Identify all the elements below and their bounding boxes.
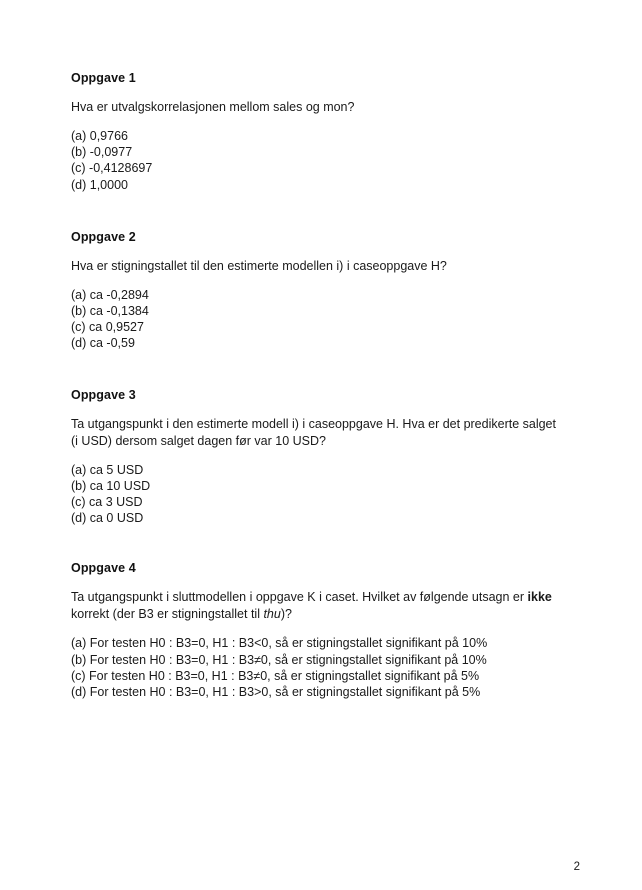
option-item[interactable]: (a) For testen H0 : B3=0, H1 : B3<0, så er stigningstallet signifikant på 10% (71, 636, 488, 651)
option-item[interactable]: (b) ca -0,1384 (71, 304, 149, 319)
option-item[interactable]: (b) For testen H0 : B3=0, H1 : B3≠0, så er stigningstallet signifikant på 10% (71, 652, 487, 667)
option-item[interactable]: (b) -0,0977 (71, 145, 133, 160)
page-number: 2 (573, 861, 580, 873)
question-emphasis-bold: ikke (527, 590, 552, 605)
task-heading-4: Oppgave 4 (71, 561, 136, 576)
task-options-2 (71, 287, 561, 352)
document-content (71, 70, 561, 700)
question-text-segment: Hva er utvalgskorrelasjonen mellom sales og mon? (71, 100, 355, 114)
task-question-4 (71, 589, 561, 623)
task-options-4 (71, 635, 561, 700)
option-item[interactable]: (d) 1,0000 (71, 177, 128, 192)
task-question-1 (71, 99, 561, 116)
question-text-segment: Hva er stigningstallet til den estimerte modellen i) i caseoppgave H? (71, 258, 447, 273)
option-item[interactable]: (c) ca 0,9527 (71, 320, 144, 335)
option-item[interactable]: (c) For testen H0 : B3=0, H1 : B3≠0, så er stigningstallet signifikant på 5% (71, 668, 480, 683)
option-item[interactable]: (a) 0,9766 (71, 129, 128, 143)
task-heading-3: Oppgave 3 (71, 387, 136, 402)
option-item[interactable]: (d) ca 0 USD (71, 511, 144, 526)
option-item[interactable]: (c) -0,4128697 (71, 161, 153, 176)
task-question-2 (71, 258, 561, 275)
option-item[interactable]: (c) ca 3 USD (71, 495, 143, 510)
option-item[interactable]: (a) ca -0,2894 (71, 287, 149, 302)
task-section-3 (71, 387, 561, 527)
option-item[interactable]: (a) ca 5 USD (71, 462, 144, 477)
question-text-segment: Ta utgangspunkt i sluttmodellen i oppgave K i caset. Hvilket av følgende utsagn er (71, 590, 528, 605)
task-options-1 (71, 128, 561, 193)
option-item[interactable]: (d) ca -0,59 (71, 336, 135, 351)
task-section-2 (71, 229, 561, 352)
task-section-1 (71, 70, 561, 193)
question-emphasis-italic: thu (263, 607, 281, 622)
task-heading-2: Oppgave 2 (71, 229, 136, 244)
task-options-3 (71, 462, 561, 527)
task-heading-1: Oppgave 1 (71, 71, 136, 85)
task-question-3 (71, 416, 561, 450)
option-item[interactable]: (d) For testen H0 : B3=0, H1 : B3>0, så er stigningstallet signifikant på 5% (71, 685, 481, 700)
option-item[interactable]: (b) ca 10 USD (71, 478, 151, 493)
question-text-segment: Ta utgangspunkt i den estimerte modell i) i caseoppgave H. Hva er det predikerte salget (i USD) dersom salget dagen før var 10 USD? (71, 416, 556, 448)
task-section-4 (71, 560, 561, 700)
question-text-segment: korrekt (der B3 er stigningstallet til (71, 607, 264, 622)
question-text-segment: )? (280, 607, 292, 622)
